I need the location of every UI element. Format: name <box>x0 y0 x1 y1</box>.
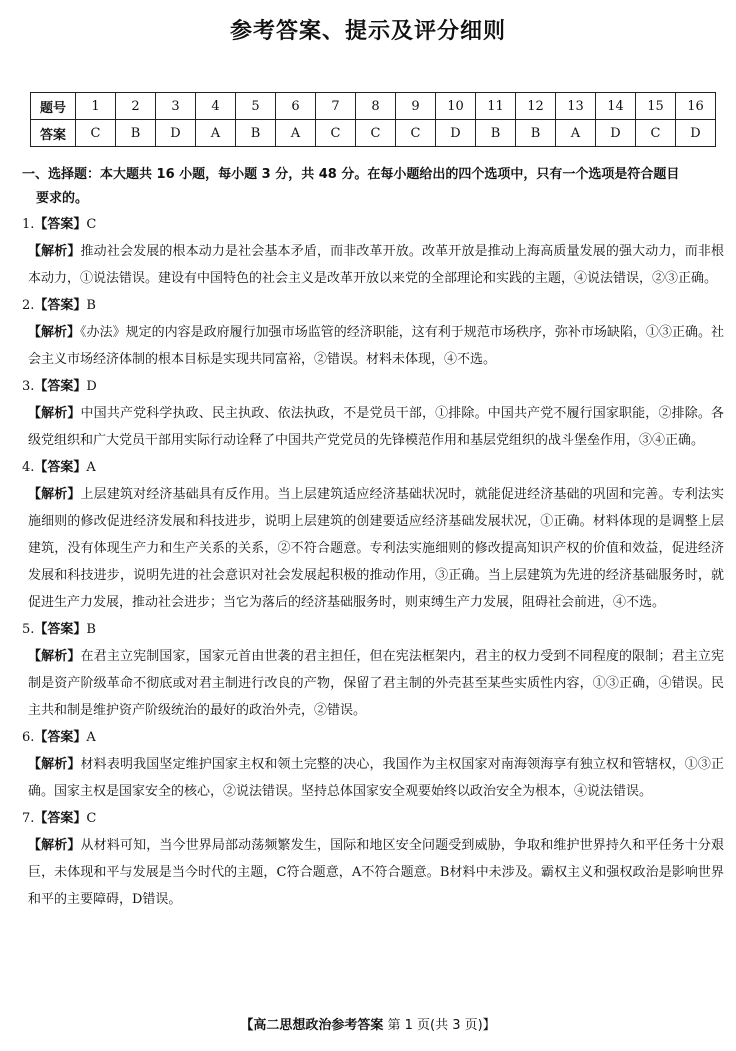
analysis-text: 在君主立宪制国家，国家元首由世袭的君主担任，但在宪法框架内，君主的权力受到不同程度的限制；君主立宪制是资产阶级革命不彻底或对君主制进行改良的产物，保留了君主制的外壳甚至某些实质性内容，①③正确，④错误。民主共和制是维护资产阶级统治的最好的政治外壳，②错误。 <box>28 649 724 718</box>
question-number-cell: 5 <box>236 93 276 120</box>
analysis-label: 【解析】 <box>28 649 81 664</box>
analysis-paragraph <box>22 481 724 616</box>
analysis-text: 中国共产党科学执政、民主执政、依法执政，不是党员干部，①排除。中国共产党不履行国家职能，②排除。各级党组织和广大党员干部用实际行动诠释了中国共产党党员的先锋模范作用和基层党组织的战斗堡垒作用，③④正确。 <box>28 406 724 448</box>
answer-line <box>22 805 724 832</box>
answer-cell: D <box>596 120 636 147</box>
analysis-paragraph <box>22 400 724 454</box>
analysis-paragraph <box>22 643 724 724</box>
answer-cell: A <box>556 120 596 147</box>
answer-value: D <box>86 379 97 394</box>
answer-label: 【答案】 <box>34 379 87 394</box>
answer-label: 【答案】 <box>34 217 87 232</box>
question-number-cell: 3 <box>156 93 196 120</box>
analysis-label: 【解析】 <box>28 487 81 502</box>
question-number: 7. <box>22 811 35 826</box>
analysis-label: 【解析】 <box>28 406 81 421</box>
answer-cell: B <box>476 120 516 147</box>
question-number: 2. <box>22 298 35 313</box>
answer-label: 【答案】 <box>34 460 87 475</box>
question-number-cell: 13 <box>556 93 596 120</box>
question-number-cell: 7 <box>316 93 356 120</box>
question-item <box>22 292 724 373</box>
answer-cell: C <box>636 120 676 147</box>
question-list <box>22 211 724 913</box>
analysis-label: 【解析】 <box>28 325 81 340</box>
answer-line <box>22 292 724 319</box>
answer-line <box>22 616 724 643</box>
analysis-text: 上层建筑对经济基础具有反作用。当上层建筑适应经济基础状况时，就能促进经济基础的巩固和完善。专利法实施细则的修改促进经济发展和科技进步，说明上层建筑的创建要适应经济基础发展状况，①正确。材料体现的是调整上层建筑，没有体现生产力和生产关系的关系，②不符合题意。专利法实施细则的修改提高知识产权的价值和效益，促进经济发展和科技进步，说明先进的社会意识对社会发展起积极的推动作用，③正确。当上层建筑为先进的经济基础服务时，就促进生产力发展，推动社会进步；当它为落后的经济基础服务时，则束缚生产力发展，阻碍社会前进，④不选。 <box>28 487 724 610</box>
analysis-paragraph <box>22 832 724 913</box>
analysis-paragraph <box>22 238 724 292</box>
question-item <box>22 211 724 292</box>
answer-table <box>30 92 716 147</box>
answer-label: 【答案】 <box>34 622 87 637</box>
answer-line <box>22 373 724 400</box>
question-number-cell: 10 <box>436 93 476 120</box>
question-number-cell: 8 <box>356 93 396 120</box>
analysis-label: 【解析】 <box>28 244 81 259</box>
question-item <box>22 805 724 913</box>
answer-cell: D <box>436 120 476 147</box>
answer-table-answer-row <box>31 120 716 147</box>
question-number: 5. <box>22 622 35 637</box>
analysis-text: 推动社会发展的根本动力是社会基本矛盾，而非改革开放。改革开放是推动上海高质量发展的强大动力，而非根本动力，①说法错误。建设有中国特色的社会主义是改革开放以来党的全部理论和实践的主题，④说法错误，②③正确。 <box>28 244 724 286</box>
answer-cell: D <box>156 120 196 147</box>
answer-value: A <box>86 730 96 745</box>
question-number-cell: 15 <box>636 93 676 120</box>
question-number-cell: 16 <box>676 93 716 120</box>
question-number-cell: 4 <box>196 93 236 120</box>
section-heading-line2: 要求的。 <box>36 191 89 206</box>
answer-cell: C <box>356 120 396 147</box>
analysis-paragraph <box>22 751 724 805</box>
analysis-label: 【解析】 <box>28 757 81 772</box>
number-header: 题号 <box>31 93 76 120</box>
answer-value: B <box>86 622 96 637</box>
answer-line <box>22 724 724 751</box>
answer-label: 【答案】 <box>34 298 87 313</box>
analysis-text: 材料表明我国坚定维护国家主权和领土完整的决心，我国作为主权国家对南海领海享有独立权和管辖权，①③正确。国家主权是国家安全的核心，②说法错误。坚持总体国家安全观要始终以政治安全为根本，④说法错误。 <box>28 757 724 799</box>
analysis-text: 从材料可知，当今世界局部动荡频繁发生，国际和地区安全问题受到威胁，争取和维护世界持久和平任务十分艰巨，未体现和平与发展是当今时代的主题，C符合题意，A不符合题意。B材料中未涉及。霸权主义和强权政治是影响世界和平的主要障碍，D错误。 <box>28 838 724 907</box>
footer-subject: 【高二思想政治参考答案 <box>240 1018 384 1033</box>
analysis-paragraph <box>22 319 724 373</box>
analysis-text: 《办法》规定的内容是政府履行加强市场监管的经济职能，这有利于规范市场秩序，弥补市场缺陷，①③正确。社会主义市场经济体制的根本目标是实现共同富裕，②错误。材料未体现，④不选。 <box>28 325 724 367</box>
answer-table-number-row <box>31 93 716 120</box>
answer-value: C <box>86 811 97 826</box>
section-heading <box>22 163 724 211</box>
page-title: 参考答案、提示及评分细则 <box>229 19 506 44</box>
answer-label: 【答案】 <box>34 811 87 826</box>
answer-value: A <box>86 460 96 475</box>
answer-cell: C <box>76 120 116 147</box>
answer-value: C <box>86 217 97 232</box>
section-heading-line1: 一、选择题：本大题共 16 小题，每小题 3 分，共 48 分。在每小题给出的四个选项中，只有一个选项是符合题目 <box>22 167 680 182</box>
question-number-cell: 12 <box>516 93 556 120</box>
question-number: 4. <box>22 460 35 475</box>
question-number-cell: 9 <box>396 93 436 120</box>
question-number-cell: 2 <box>116 93 156 120</box>
question-number-cell: 1 <box>76 93 116 120</box>
answer-cell: B <box>116 120 156 147</box>
answer-value: B <box>86 298 96 313</box>
answer-cell: B <box>516 120 556 147</box>
question-number-cell: 6 <box>276 93 316 120</box>
question-item <box>22 616 724 724</box>
answer-header: 答案 <box>31 120 76 147</box>
page-footer <box>0 1014 736 1033</box>
analysis-label: 【解析】 <box>28 838 81 853</box>
question-number: 3. <box>22 379 35 394</box>
question-number-cell: 11 <box>476 93 516 120</box>
answer-cell: C <box>396 120 436 147</box>
footer-page: 第 1 页(共 3 页)】 <box>387 1018 496 1033</box>
answer-cell: A <box>196 120 236 147</box>
question-number: 6. <box>22 730 35 745</box>
answer-explanations <box>22 163 724 913</box>
answer-label: 【答案】 <box>34 730 87 745</box>
question-item <box>22 724 724 805</box>
answer-cell: B <box>236 120 276 147</box>
question-number-cell: 14 <box>596 93 636 120</box>
question-item <box>22 454 724 616</box>
question-item <box>22 373 724 454</box>
answer-line <box>22 211 724 238</box>
answer-cell: D <box>676 120 716 147</box>
answer-cell: C <box>316 120 356 147</box>
answer-cell: A <box>276 120 316 147</box>
answer-line <box>22 454 724 481</box>
question-number: 1. <box>22 217 35 232</box>
